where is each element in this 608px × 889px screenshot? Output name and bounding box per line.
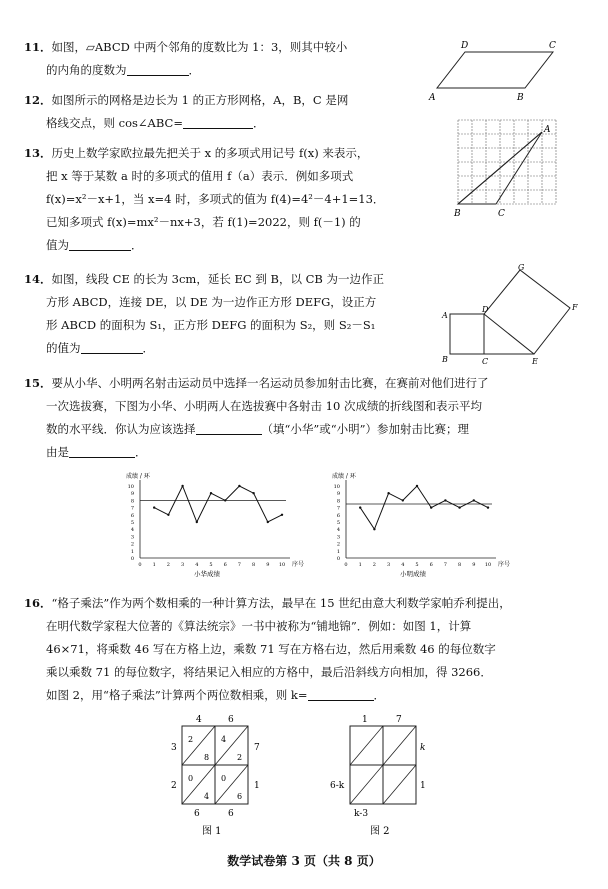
top-digit: 1: [362, 715, 368, 725]
data-point: [224, 499, 226, 501]
question-text: 46×71，将乘数 46 写在方格上边，乘数 71 写在方格右边，然后用乘数 46 的每位数字: [46, 642, 496, 656]
x-tick-label: 9: [472, 562, 476, 568]
y-tick-label: 10: [127, 484, 134, 490]
cell-digit: 4: [221, 735, 227, 744]
x-tick-label: 10: [278, 562, 286, 568]
question-text: 值为: [46, 238, 69, 252]
answer-blank[interactable]: [81, 341, 143, 354]
data-point: [359, 506, 361, 508]
x-tick-label: 0: [344, 562, 348, 568]
data-point: [252, 492, 254, 494]
question-text: 在明代数学家程大位著的《算法统宗》一书中被称为“铺地锦”．例如：如图 1，计算: [46, 619, 472, 633]
data-point: [373, 528, 375, 530]
right-digit: 1: [254, 781, 260, 791]
label-g: G: [518, 263, 525, 272]
answer-blank[interactable]: [69, 238, 131, 251]
squares-figure: [438, 262, 588, 372]
x-tick-label: 0: [138, 562, 142, 568]
label-b: B: [454, 209, 461, 219]
top-digit: 4: [196, 715, 202, 725]
question-text: 数的水平线．你认为应该选择: [46, 422, 196, 436]
x-tick-label: 8: [458, 562, 462, 568]
data-point: [153, 506, 155, 508]
bottom-digit: 6: [228, 809, 234, 819]
left-digit: 2: [171, 781, 177, 791]
left-label: 6-k: [330, 781, 345, 791]
cell-digit: 0: [221, 774, 227, 783]
answer-blank[interactable]: [69, 445, 135, 458]
series-line: [154, 486, 282, 522]
y-tick-label: 10: [333, 484, 340, 490]
data-point: [238, 485, 240, 487]
x-axis-label: 序号: [498, 561, 511, 568]
y-axis-label: 成绩 / 环: [126, 473, 150, 480]
grid-figure: [448, 112, 568, 224]
cell-digit: 2: [188, 735, 194, 744]
parallelogram-figure: [425, 38, 565, 106]
x-tick-label: 5: [415, 562, 419, 568]
y-tick-label: 1: [336, 548, 340, 555]
x-tick-label: 4: [195, 562, 199, 568]
x-tick-label: 7: [443, 562, 447, 568]
question-text: “格子乘法”作为两个数相乘的一种计算方法，最早在 15 世纪由意大利数学家帕乔利提出，: [51, 596, 511, 610]
y-tick-label: 0: [336, 556, 340, 562]
cell-digit: 8: [204, 753, 210, 762]
answer-blank[interactable]: [127, 63, 189, 76]
answer-blank[interactable]: [196, 422, 262, 435]
question-number: 12．: [24, 93, 52, 107]
question-number: 16．: [24, 596, 52, 610]
x-tick-label: 2: [166, 562, 170, 568]
question-text: 方形 ABCD，连接 DE，以 DE 为一边作正方形 DEFG，设正方: [46, 295, 377, 309]
series-line: [360, 486, 488, 529]
label-a: A: [429, 93, 436, 103]
question-11: [24, 36, 347, 82]
question-text: ．: [188, 63, 200, 77]
bottom-digit: 6: [194, 809, 200, 819]
label-a: A: [544, 125, 551, 135]
x-axis-label: 序号: [292, 561, 305, 568]
data-point: [430, 506, 432, 508]
chart-xiaoming: [318, 472, 518, 592]
y-tick-label: 5: [130, 520, 134, 526]
question-text: ．: [135, 445, 147, 459]
label-a: A: [442, 311, 448, 320]
data-point: [416, 485, 418, 487]
question-text: 已知多项式 f(x)=mx²－nx+3，若 f(1)=2022，则 f(－1) 的: [46, 215, 361, 229]
x-tick-label: 1: [358, 562, 362, 568]
x-tick-label: 2: [372, 562, 376, 568]
data-point: [210, 492, 212, 494]
x-tick-label: 3: [181, 562, 185, 568]
left-digit: 3: [171, 743, 177, 753]
question-text: 的内角的度数为: [46, 63, 127, 77]
question-12: [24, 89, 348, 135]
data-point: [387, 492, 389, 494]
answer-blank[interactable]: [183, 116, 253, 129]
question-text: 格线交点，则 cos∠ABC=: [46, 116, 183, 130]
y-tick-label: 2: [130, 541, 134, 548]
question-text: ．: [142, 341, 154, 355]
data-point: [181, 485, 183, 487]
right-digit: k: [420, 743, 426, 753]
x-tick-label: 10: [484, 562, 492, 568]
lattice-figure-2: [330, 712, 440, 840]
figure-caption: 图 1: [202, 826, 222, 837]
y-tick-label: 8: [130, 498, 134, 505]
top-digit: 6: [228, 715, 234, 725]
y-tick-label: 3: [130, 534, 134, 541]
right-digit: 7: [254, 743, 260, 753]
y-tick-label: 9: [336, 491, 340, 498]
question-text: 形 ABCD 的面积为 S₁，正方形 DEFG 的面积为 S₂，则 S₂－S₁: [46, 318, 376, 332]
x-tick-label: 6: [429, 562, 433, 568]
label-c: C: [498, 209, 505, 219]
question-text: ．: [131, 238, 143, 252]
question-text: 把 x 等于某数 a 时的多项式的值用 f（a）表示．例如多项式: [46, 169, 354, 183]
question-number: 11．: [24, 40, 52, 54]
y-tick-label: 0: [130, 556, 134, 562]
data-point: [267, 521, 269, 523]
data-point: [167, 514, 169, 516]
chart-title: 小明成绩: [400, 570, 426, 578]
question-number: 15．: [24, 376, 52, 390]
data-point: [402, 499, 404, 501]
question-text: 的值为: [46, 341, 81, 355]
label-f: F: [572, 303, 578, 312]
y-tick-label: 9: [130, 491, 134, 498]
cell-digit: 4: [204, 792, 210, 801]
x-tick-label: 1: [152, 562, 156, 568]
answer-blank[interactable]: [308, 688, 374, 701]
y-tick-label: 4: [336, 527, 340, 534]
label-d: D: [461, 41, 469, 51]
y-tick-label: 3: [336, 534, 340, 541]
question-text: 如图 2，用“格子乘法”计算两个两位数相乘，则 k=: [46, 688, 308, 702]
data-point: [487, 506, 489, 508]
data-point: [458, 506, 460, 508]
question-text: （填“小华”或“小明”）参加射击比赛；理: [261, 422, 470, 436]
label-e: E: [532, 357, 538, 366]
cell-digit: 0: [188, 774, 194, 783]
y-tick-label: 6: [336, 512, 340, 519]
x-tick-label: 5: [209, 562, 213, 568]
page-footer: 数学试卷第 3 页（共 8 页）: [227, 854, 381, 868]
question-number: 14．: [24, 272, 52, 286]
y-tick-label: 7: [336, 505, 340, 512]
y-tick-label: 5: [336, 520, 340, 526]
question-text: 由是: [46, 445, 69, 459]
data-point: [444, 499, 446, 501]
y-tick-label: 7: [130, 505, 134, 512]
chart-title: 小华成绩: [194, 570, 220, 578]
label-b: B: [517, 93, 524, 103]
x-tick-label: 8: [252, 562, 256, 568]
chart-xiaohua: [112, 472, 312, 592]
label-c: C: [549, 41, 556, 51]
x-tick-label: 9: [266, 562, 270, 568]
y-axis-label: 成绩 / 环: [332, 473, 356, 480]
y-tick-label: 2: [336, 541, 340, 548]
data-point: [196, 521, 198, 523]
cell-digit: 6: [237, 792, 243, 801]
question-text: ．: [252, 116, 265, 130]
question-text: 要从小华、小明两名射击运动员中选择一名运动员参加射击比赛，在赛前对他们进行了: [51, 376, 489, 390]
y-tick-label: 1: [130, 548, 134, 555]
top-digit: 7: [396, 715, 402, 725]
question-text: ．: [373, 688, 385, 702]
data-point: [281, 514, 283, 516]
question-16: [24, 592, 511, 707]
x-tick-label: 7: [237, 562, 241, 568]
question-text: 乘以乘数 71 的每位数字，将结果记入相应的方格中，最后沿斜线方向相加，得 3266．: [46, 665, 492, 679]
lattice-figure-1: [166, 712, 276, 840]
question-text: f(x)=x²－x+1，当 x=4 时，多项式的值为 f(4)=4²－4+1=13．: [46, 192, 385, 206]
question-text: 如图，▱ABCD 中两个邻角的度数比为 1：3，则其中较小: [51, 40, 348, 54]
y-tick-label: 6: [130, 512, 134, 519]
x-tick-label: 3: [387, 562, 391, 568]
cell-digit: 2: [237, 753, 243, 762]
x-tick-label: 6: [223, 562, 227, 568]
question-text: 历史上数学家欧拉最先把关于 x 的多项式用记号 f(x) 来表示，: [51, 146, 369, 160]
y-tick-label: 4: [130, 527, 134, 534]
bottom-label: k-3: [354, 809, 369, 819]
right-digit: 1: [420, 781, 426, 791]
question-14: [24, 268, 384, 360]
y-tick-label: 8: [336, 498, 340, 505]
label-b: B: [442, 355, 448, 364]
question-text: 如图所示的网格是边长为 1 的正方形网格，A，B，C 是网: [51, 93, 349, 107]
x-tick-label: 4: [401, 562, 405, 568]
question-15: [24, 372, 489, 464]
data-point: [473, 499, 475, 501]
label-d: D: [482, 305, 489, 314]
label-c: C: [482, 357, 489, 366]
question-13: [24, 142, 384, 257]
question-text: 如图，线段 CE 的长为 3cm，延长 EC 到 B，以 CB 为一边作正: [51, 272, 385, 286]
question-number: 13．: [24, 146, 52, 160]
question-text: 一次选拔赛，下图为小华、小明两人在选拔赛中各射击 10 次成绩的折线图和表示平均: [46, 399, 482, 413]
figure-caption: 图 2: [370, 826, 390, 837]
